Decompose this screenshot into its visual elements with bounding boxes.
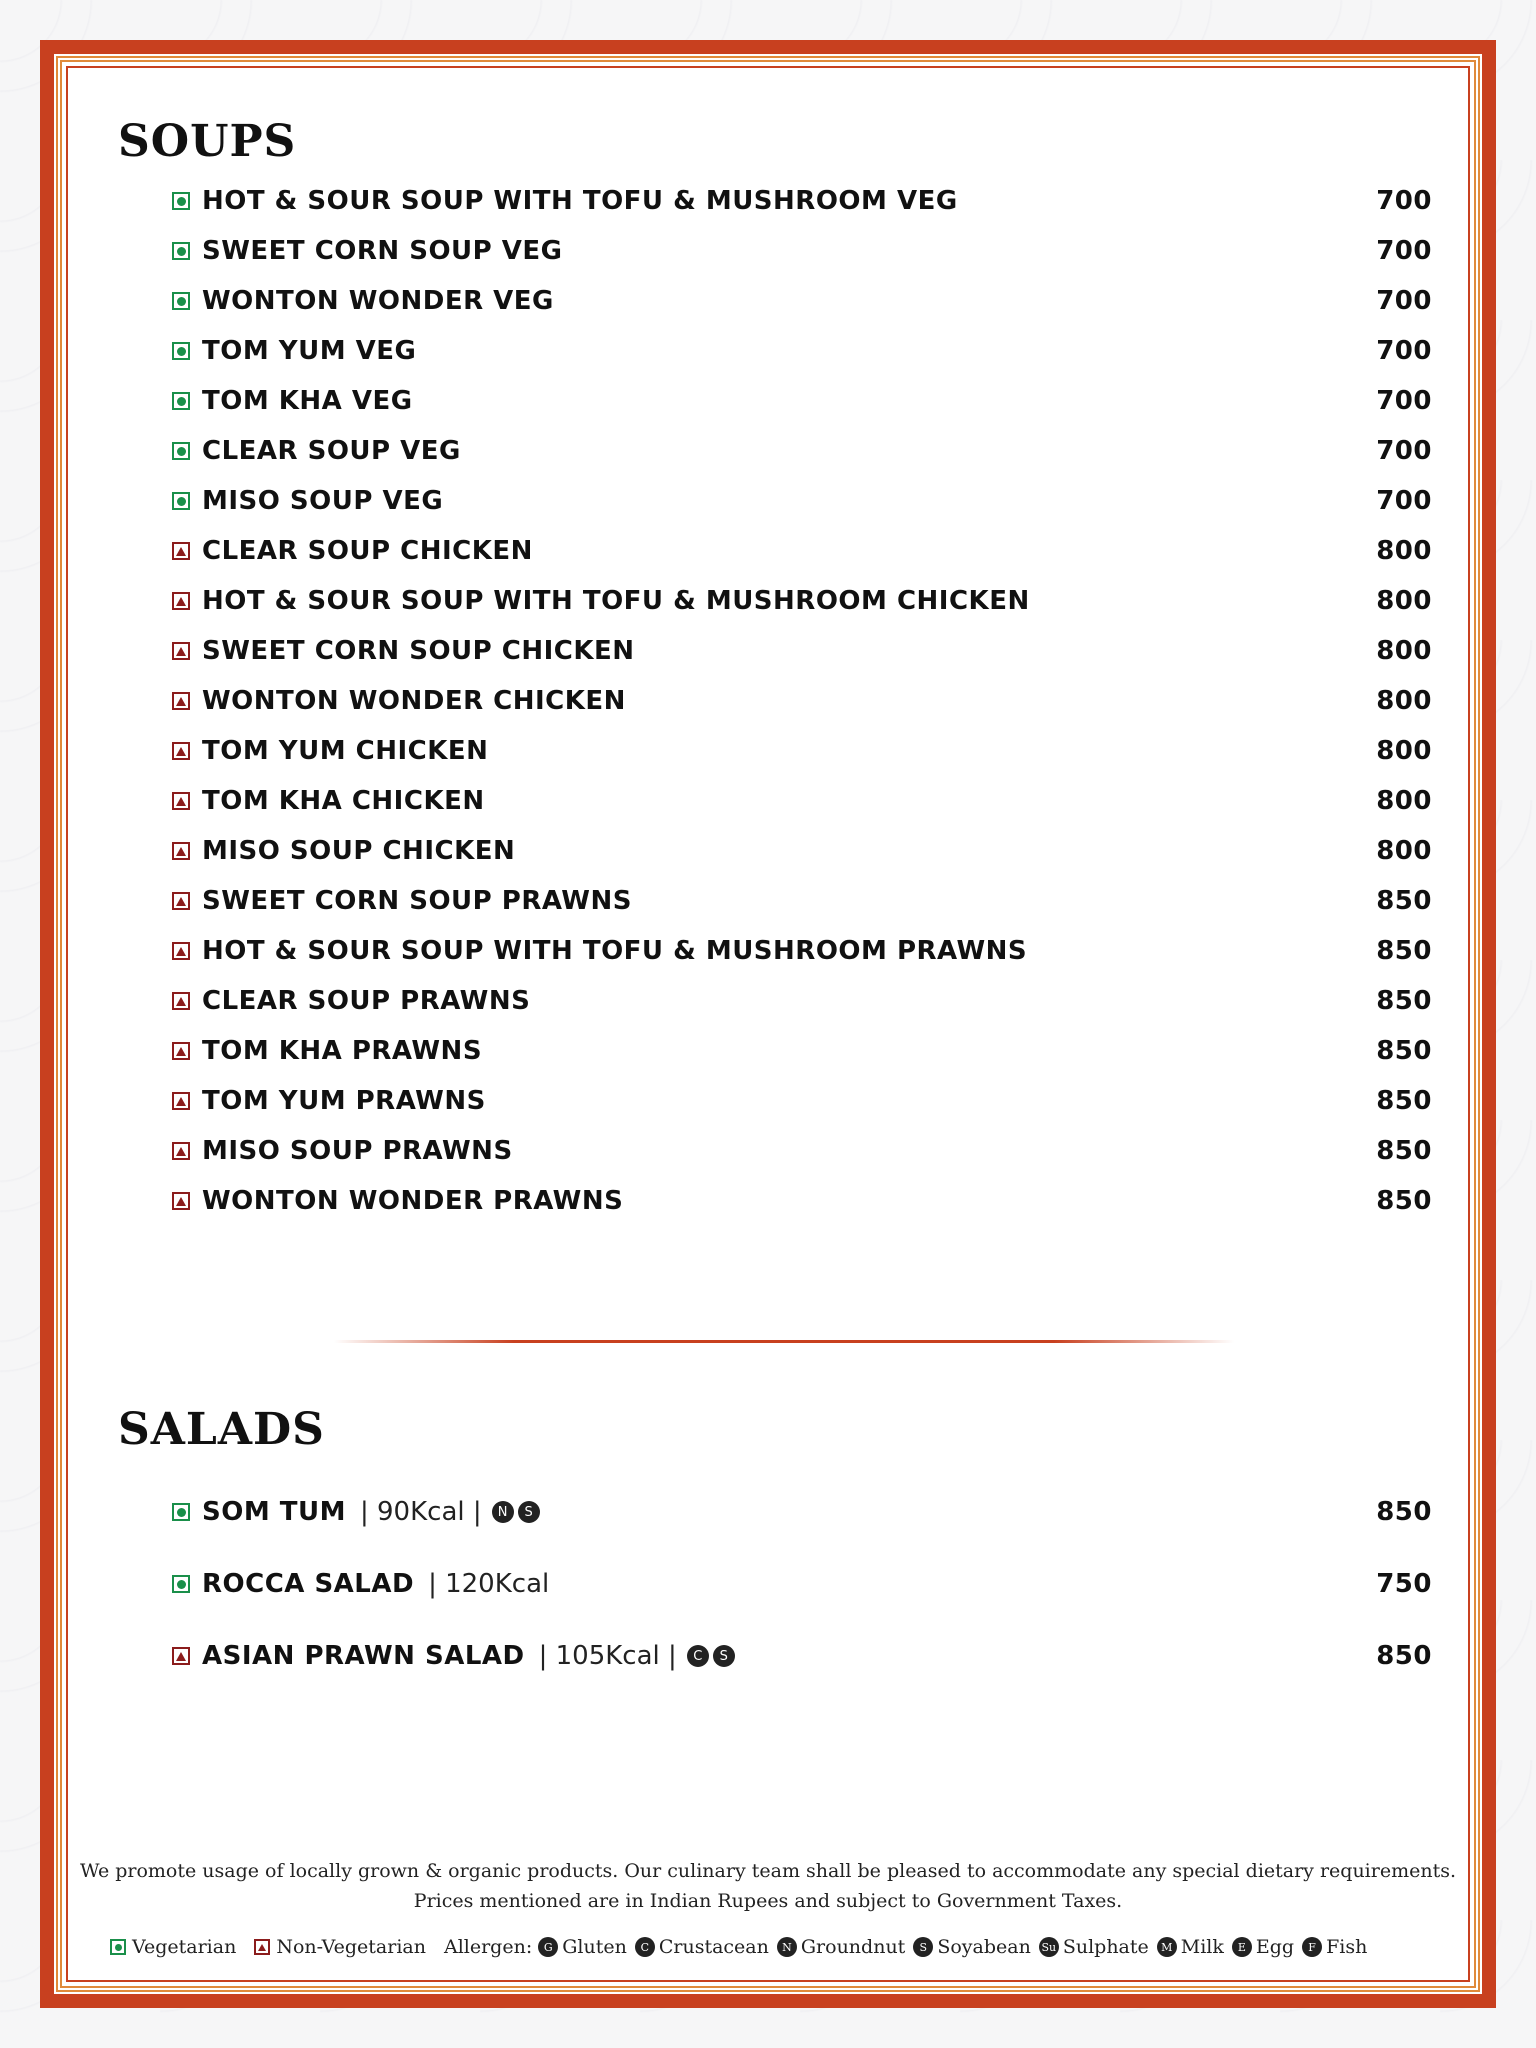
menu-item [172,381,1432,421]
menu-item [172,1031,1432,1071]
legend-allergen-label: Egg [1255,1936,1295,1958]
menu-item-price: 850 [1376,1497,1432,1527]
fish-icon: F [1302,1937,1322,1957]
legend-allergen [635,1936,769,1958]
menu-item-name: SOM TUM [202,1497,346,1527]
menu-item-kcal: | 105Kcal | [538,1641,677,1671]
menu-item-name: TOM YUM VEG [202,336,417,366]
menu-item-price: 850 [1376,1136,1432,1166]
menu-item [172,331,1432,371]
menu-item [172,1636,1432,1676]
section-divider [334,1340,1234,1343]
menu-item [172,181,1432,221]
menu-item [172,681,1432,721]
nonveg-icon [172,1192,190,1210]
nonveg-icon [172,892,190,910]
nonveg-icon [172,1142,190,1160]
legend-allergen [1232,1936,1294,1958]
veg-icon [172,292,190,310]
legend-allergen-label: Milk [1180,1936,1224,1958]
legend-allergen-label: Gluten [562,1936,627,1958]
legend-veg-label: Vegetarian [132,1936,237,1958]
milk-icon: M [1157,1937,1177,1957]
menu-item-name: WONTON WONDER VEG [202,286,554,316]
menu-item-name: MISO SOUP CHICKEN [202,836,516,866]
nonveg-icon [172,992,190,1010]
menu-item-name: ROCCA SALAD [202,1569,415,1599]
veg-icon [110,1939,126,1955]
menu-item [172,1131,1432,1171]
legend-allergen-label: Sulphate [1062,1936,1149,1958]
menu-item-price: 850 [1376,986,1432,1016]
crustacean-icon: C [687,1645,709,1667]
menu-item-price: 850 [1376,886,1432,916]
menu-item-price: 700 [1376,486,1432,516]
legend-allergen-label: Fish [1326,1936,1368,1958]
legend-veg [110,1936,236,1958]
menu-item [172,1564,1432,1604]
veg-icon [172,242,190,260]
menu-item-price: 800 [1376,586,1432,616]
nonveg-icon [172,1092,190,1110]
menu-item-name: TOM KHA CHICKEN [202,786,485,816]
menu-item-name: HOT & SOUR SOUP WITH TOFU & MUSHROOM VEG [202,186,958,216]
menu-item-name: TOM YUM PRAWNS [202,1086,486,1116]
legend-allergen-label: Allergen: [443,1936,533,1958]
menu-item-name: WONTON WONDER PRAWNS [202,1186,624,1216]
nonveg-icon [172,1647,190,1665]
menu-item-name: WONTON WONDER CHICKEN [202,686,626,716]
groundnut-icon: N [777,1937,797,1957]
menu-item [172,1081,1432,1121]
menu-item-price: 850 [1376,1036,1432,1066]
legend-nonveg [254,1936,426,1958]
nonveg-icon [172,742,190,760]
menu-item-price: 800 [1376,836,1432,866]
menu-item-name: HOT & SOUR SOUP WITH TOFU & MUSHROOM CHICKEN [202,586,1030,616]
menu-item-name: MISO SOUP VEG [202,486,444,516]
menu-item-price: 700 [1376,336,1432,366]
nonveg-icon [172,542,190,560]
menu-item-name: TOM YUM CHICKEN [202,736,489,766]
nonveg-icon [172,792,190,810]
veg-icon [172,392,190,410]
menu-item [172,231,1432,271]
menu-item [172,1181,1432,1221]
menu-item-name: CLEAR SOUP PRAWNS [202,986,531,1016]
menu-item [172,731,1432,771]
menu-item-price: 850 [1376,1086,1432,1116]
menu-item-name: MISO SOUP PRAWNS [202,1136,513,1166]
crustacean-icon: C [635,1937,655,1957]
menu-item-price: 850 [1376,1641,1432,1671]
menu-item-name: SWEET CORN SOUP VEG [202,236,563,266]
menu-item-price: 700 [1376,186,1432,216]
legend-nonveg-label: Non-Vegetarian [276,1936,426,1958]
soyabean-icon: S [913,1937,933,1957]
legend-allergen-label: Groundnut [800,1936,906,1958]
menu-item-price: 800 [1376,736,1432,766]
groundnut-icon: N [492,1501,514,1523]
section-title-soups: SOUPS [118,116,297,167]
nonveg-icon [254,1939,270,1955]
menu-item-price: 850 [1376,1186,1432,1216]
legend-allergen-label: Crustacean [658,1936,769,1958]
menu-item-name: SWEET CORN SOUP PRAWNS [202,886,632,916]
nonveg-icon [172,842,190,860]
menu-item [172,431,1432,471]
menu-item-price: 700 [1376,386,1432,416]
menu-item-name: TOM KHA VEG [202,386,413,416]
soyabean-icon: S [713,1645,735,1667]
menu-item [172,781,1432,821]
menu-item-name: TOM KHA PRAWNS [202,1036,483,1066]
menu-item [172,281,1432,321]
gluten-icon: G [538,1937,558,1957]
veg-icon [172,342,190,360]
allergen-legend [538,1936,1375,1958]
menu-item-kcal: | 120Kcal [428,1569,550,1599]
soyabean-icon: S [518,1501,540,1523]
menu-item-price: 800 [1376,536,1432,566]
legend [110,1936,1375,1958]
menu-item-name: HOT & SOUR SOUP WITH TOFU & MUSHROOM PRAWNS [202,936,1028,966]
legend-allergen [1039,1936,1149,1958]
menu-item-price: 700 [1376,436,1432,466]
nonveg-icon [172,1042,190,1060]
veg-icon [172,1503,190,1521]
legend-allergen [777,1936,905,1958]
section-title-salads: SALADS [118,1404,325,1455]
menu-frame [40,40,1496,2008]
menu-item-price: 800 [1376,636,1432,666]
legend-allergen [1302,1936,1367,1958]
menu-item [172,581,1432,621]
menu-item-price: 700 [1376,236,1432,266]
legend-allergen [913,1936,1031,1958]
menu-item [172,981,1432,1021]
menu-item-name: SWEET CORN SOUP CHICKEN [202,636,635,666]
menu-item-price: 800 [1376,686,1432,716]
menu-item [172,1492,1432,1532]
veg-icon [172,492,190,510]
menu-item [172,931,1432,971]
egg-icon: E [1232,1937,1252,1957]
menu-item-name: CLEAR SOUP CHICKEN [202,536,533,566]
nonveg-icon [172,942,190,960]
veg-icon [172,1575,190,1593]
menu-item-price: 850 [1376,936,1432,966]
menu-item-price: 750 [1376,1569,1432,1599]
menu-item [172,631,1432,671]
menu-item [172,531,1432,571]
menu-item [172,831,1432,871]
menu-item-name: CLEAR SOUP VEG [202,436,461,466]
nonveg-icon [172,692,190,710]
menu-item [172,881,1432,921]
footer-note: We promote usage of locally grown & organic products. Our culinary team shall be pleased to accommodate any special dietary requirements. [79,1860,1457,1882]
menu-item-name: ASIAN PRAWN SALAD [202,1641,525,1671]
veg-icon [172,192,190,210]
nonveg-icon [172,592,190,610]
legend-allergen [538,1936,627,1958]
sulphate-icon: Su [1039,1937,1059,1957]
legend-allergen-label: Soyabean [937,1936,1031,1958]
footer-taxes-note: Prices mentioned are in Indian Rupees and subject to Government Taxes. [413,1890,1123,1912]
veg-icon [172,442,190,460]
menu-item-price: 800 [1376,786,1432,816]
legend-allergen [1157,1936,1224,1958]
nonveg-icon [172,642,190,660]
menu-item [172,481,1432,521]
menu-item-kcal: | 90Kcal | [359,1497,482,1527]
menu-item-price: 700 [1376,286,1432,316]
